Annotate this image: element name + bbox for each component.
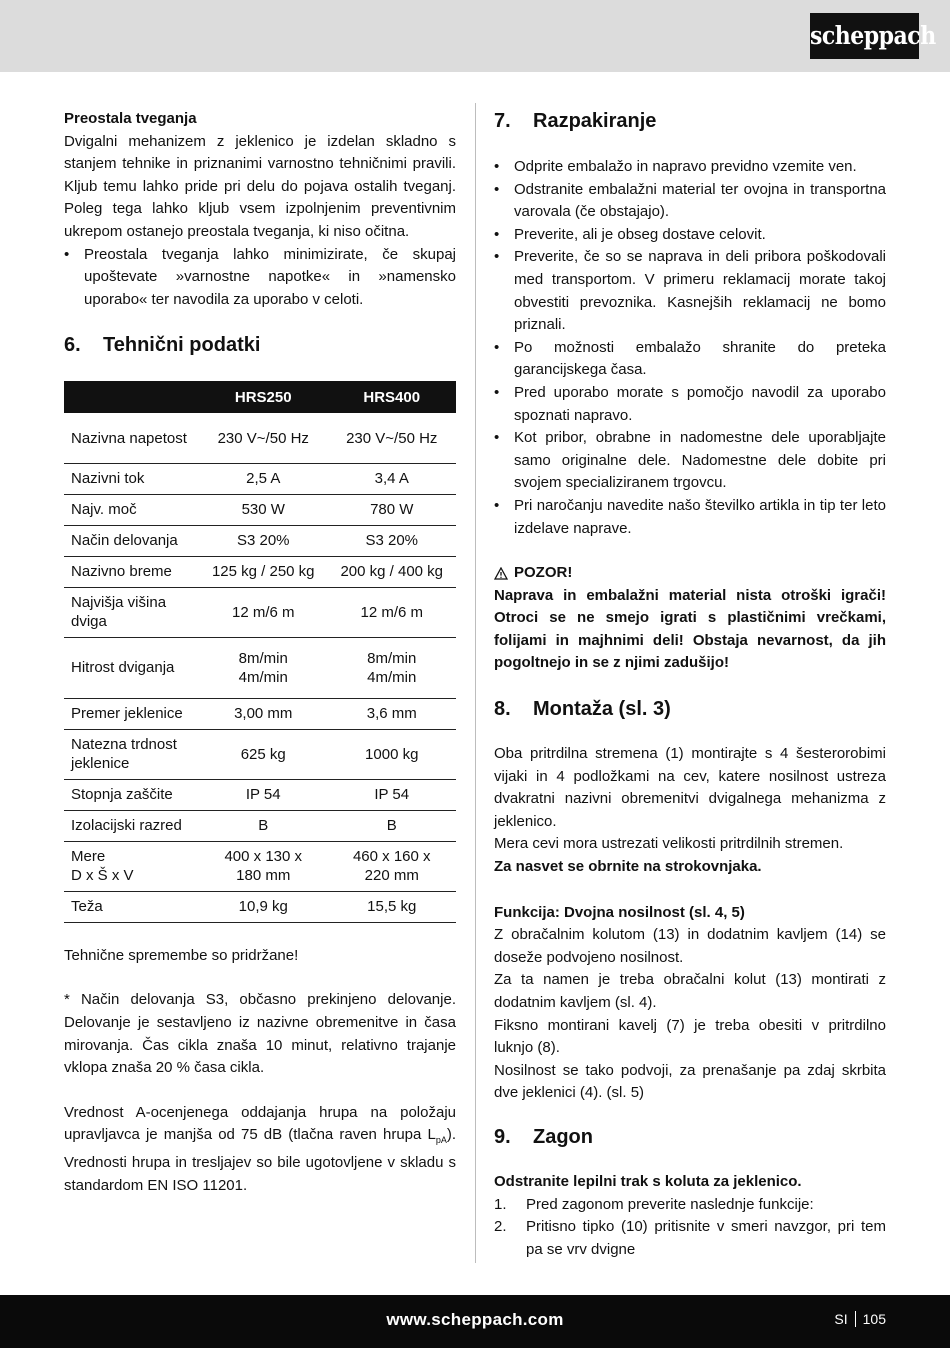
table-cell-label: Nazivni tok: [64, 463, 199, 494]
startup-steps: [494, 1194, 886, 1262]
table-cell-hrs250: 8m/min 4m/min: [199, 637, 328, 698]
step-text: Pritisno tipko (10) pritisnite v smeri navzgor, pri tem pa se vrv dvigne: [526, 1218, 886, 1258]
table-row: [64, 587, 456, 637]
list-item: • Kot pribor, obrabne in nadomestne dele uporabljajte samo originalne dele. Nadomestne dele dobite pri svojem specializiranem trgovcu.: [494, 427, 886, 495]
table-cell-hrs400: B: [328, 810, 457, 841]
left-column: [64, 108, 456, 1197]
list-item: [494, 1194, 886, 1217]
table-row: [64, 729, 456, 779]
mounting-text: Oba pritrdilna stremena (1) montirajte s 4 šesterorobimi vijaki in 4 podložkami na cev, katere nosilnost ustreza dvakratni nazivni obremenitvi dvigalnega mehanizma z jeklenico.: [494, 745, 886, 830]
table-row: [64, 494, 456, 525]
table-row: [64, 525, 456, 556]
right-column: [494, 108, 886, 1261]
table-cell-label: Hitrost dviganja: [64, 637, 199, 698]
list-item: • Odstranite embalažni material ter ovojna in transportna varovala (če obstajajo).: [494, 179, 886, 224]
table-row: [64, 463, 456, 494]
table-cell-label: Najv. moč: [64, 494, 199, 525]
table-row: [64, 891, 456, 922]
table-row: [64, 413, 456, 463]
warning-text: Naprava in embalažni material nista otroški igrači! Otroci se ne smejo igrati s plastičnimi vrečkami, folijami in majhnimi deli! Obstaja nevarnost, da jih pogoltnejo in se z njimi zadušijo!: [494, 586, 886, 672]
residual-risks-text: Dvigalni mehanizem z jeklenico je izdelan skladno s stanjem tehnike in priznanimi varnostno tehničnimi pravili. Kljub temu lahko pride pri delu do pojava ostalih tveganj. Poleg tega lahko kljub vsem izpolnjenim preventivnim ukrepom ostanejo preostala tveganja, ki niso očitna.: [64, 132, 456, 240]
table-cell-hrs250: 3,00 mm: [199, 698, 328, 729]
table-row: [64, 556, 456, 587]
warning-triangle-icon: [494, 567, 508, 580]
warning-header: [494, 562, 886, 585]
table-cell-label: Nazivno breme: [64, 556, 199, 587]
table-cell-hrs250: B: [199, 810, 328, 841]
technical-data-table: [64, 381, 456, 923]
double-capacity-title: Funkcija: Dvojna nosilnost (sl. 4, 5): [494, 903, 745, 921]
table-cell-label: Natezna trdnost jeklenice: [64, 729, 199, 779]
table-cell-hrs400: 3,6 mm: [328, 698, 457, 729]
table-cell-label: Mere D x Š x V: [64, 841, 199, 891]
section-number: 6.: [64, 334, 81, 357]
list-item: • Pred uporabo morate s pomočjo navodil za uporabo spoznati napravo.: [494, 382, 886, 427]
list-item: • Pri naročanju navedite našo številko artikla in tip ter leto izdelave naprave.: [494, 495, 886, 540]
table-cell-hrs400: 15,5 kg: [328, 891, 457, 922]
table-cell-label: Teža: [64, 891, 199, 922]
column-divider: [475, 103, 476, 1263]
residual-risks-list: [64, 244, 456, 312]
table-row: [64, 779, 456, 810]
duty-cycle-note: * Način delovanja S3, občasno prekinjeno delovanje. Delovanje je sestavljeno iz nazivne obremenitve in časa mirovanja. Čas cikla znaša 10 minut, relativno trajanje vklopa znaša 20 % časa cikla.: [64, 991, 456, 1077]
table-row: [64, 698, 456, 729]
separator: [855, 1311, 856, 1327]
table-cell-hrs250: S3 20%: [199, 525, 328, 556]
list-item: • Preverite, ali je obseg dostave celovit.: [494, 224, 886, 247]
section-number: 7.: [494, 110, 511, 132]
paragraph: Nosilnost se tako podvoji, za prenašanje pa zdaj skrbita dve jeklenici (4). (sl. 5): [494, 1061, 886, 1102]
table-cell-hrs400: 460 x 160 x 220 mm: [328, 841, 457, 891]
step-number: 1.: [494, 1195, 507, 1213]
mounting-advice: Za nasvet se obrnite na strokovnjaka.: [494, 858, 762, 876]
list-item: • Preverite, če so se naprava in deli pribora poškodovali med transportom. V primeru reklamacij morate takoj obvestiti prevoznika. Kasnejših reklamacij ne bomo priznali.: [494, 246, 886, 336]
table-cell-label: Najvišja višina dviga: [64, 587, 199, 637]
table-cell-hrs400: 8m/min 4m/min: [328, 637, 457, 698]
list-item: • Odprite embalažo in napravo previdno vzemite ven.: [494, 156, 886, 179]
table-cell-hrs400: 3,4 A: [328, 463, 457, 494]
table-row: [64, 637, 456, 698]
table-header-cell: [64, 381, 199, 413]
section-title: Tehnični podatki: [103, 334, 261, 357]
table-cell-label: Stopnja zaščite: [64, 779, 199, 810]
step-number: 2.: [494, 1218, 507, 1236]
warning-label: POZOR!: [514, 564, 573, 582]
paragraph: Fiksno montirani kavelj (7) je treba obesiti v pritrdilno luknjo (8).: [494, 1016, 886, 1057]
noise-text-part2: ). Vrednosti hrupa in tresljajev so bile ugotovljene v skladu s standardom EN ISO 11201.: [64, 1126, 456, 1194]
noise-text-part1: Vrednost A-ocenjenega oddajanja hrupa na položaju upravljavca je manjša od 75 dB (tlačna raven hrupa L: [64, 1103, 456, 1144]
scheppach-logo: scheppach: [810, 13, 919, 59]
residual-risks-title: Preostala tveganja: [64, 110, 197, 127]
table-cell-label: Izolacijski razred: [64, 810, 199, 841]
table-header-hrs400: HRS400: [328, 381, 457, 413]
table-cell-label: Premer jeklenice: [64, 698, 199, 729]
table-cell-hrs250: 230 V~/50 Hz: [199, 413, 328, 463]
section-title: Razpakiranje: [533, 110, 657, 132]
table-cell-hrs250: 12 m/6 m: [199, 587, 328, 637]
warning-block: [494, 562, 886, 675]
technical-changes-note: Tehnične spremembe so pridržane!: [64, 946, 299, 964]
table-cell-hrs250: 530 W: [199, 494, 328, 525]
mounting-text-2: Mera cevi mora ustrezati velikosti pritrdilnih stremen.: [494, 835, 844, 853]
table-cell-hrs400: 230 V~/50 Hz: [328, 413, 457, 463]
table-cell-hrs400: S3 20%: [328, 525, 457, 556]
table-cell-label: Način delovanja: [64, 525, 199, 556]
page-number: [834, 1311, 886, 1327]
table-cell-hrs250: 125 kg / 250 kg: [199, 556, 328, 587]
unpacking-list: [494, 156, 886, 540]
table-cell-hrs250: IP 54: [199, 779, 328, 810]
list-item: • Preostala tveganja lahko minimizirate, če skupaj upoštevate »varnostne napotke« in »namensko uporabo« ter navodila za uporabo v celoti.: [64, 244, 456, 312]
table-row: [64, 810, 456, 841]
section-9-heading: [494, 1124, 886, 1150]
section-title: Montaža (sl. 3): [533, 698, 671, 721]
noise-note: [64, 1102, 456, 1197]
paragraph: Z obračalnim kolutom (13) in dodatnim kavljem (14) se doseže podvojeno nosilnost.: [494, 926, 886, 966]
section-6-heading: [64, 332, 456, 358]
table-body: [64, 413, 456, 922]
table-cell-hrs400: IP 54: [328, 779, 457, 810]
language-code: SI: [834, 1311, 848, 1327]
table-cell-hrs400: 200 kg / 400 kg: [328, 556, 457, 587]
section-title: Zagon: [533, 1125, 593, 1148]
table-cell-hrs250: 625 kg: [199, 729, 328, 779]
list-item: [494, 1216, 886, 1261]
table-cell-hrs250: 2,5 A: [199, 463, 328, 494]
section-number: 8.: [494, 698, 511, 721]
table-cell-hrs250: 400 x 130 x 180 mm: [199, 841, 328, 891]
section-number: 9.: [494, 1125, 511, 1148]
paragraph: Za ta namen je treba obračalni kolut (13) montirati z dodatnim kavljem (sl. 4).: [494, 971, 886, 1011]
table-cell-hrs400: 12 m/6 m: [328, 587, 457, 637]
startup-instruction: Odstranite lepilni trak s koluta za jeklenico.: [494, 1172, 802, 1190]
table-cell-hrs400: 780 W: [328, 494, 457, 525]
page-number-value: 105: [862, 1311, 886, 1327]
section-8-heading: [494, 696, 886, 722]
list-item: • Po možnosti embalažo shranite do preteka garancijskega časa.: [494, 337, 886, 382]
table-cell-hrs250: 10,9 kg: [199, 891, 328, 922]
section-7-heading: [494, 108, 886, 134]
table-cell-hrs400: 1000 kg: [328, 729, 457, 779]
table-cell-label: Nazivna napetost: [64, 413, 199, 463]
step-text: Pred zagonom preverite naslednje funkcije:: [526, 1195, 814, 1213]
table-header-hrs250: HRS250: [199, 381, 328, 413]
footer-bar: [0, 1295, 950, 1348]
double-capacity-text: [494, 924, 886, 1105]
header-bar: [0, 0, 950, 72]
website-link[interactable]: www.scheppach.com: [386, 1310, 564, 1329]
noise-subscript: pA: [435, 1135, 447, 1146]
table-row: [64, 841, 456, 891]
table-header-row: [64, 381, 456, 413]
